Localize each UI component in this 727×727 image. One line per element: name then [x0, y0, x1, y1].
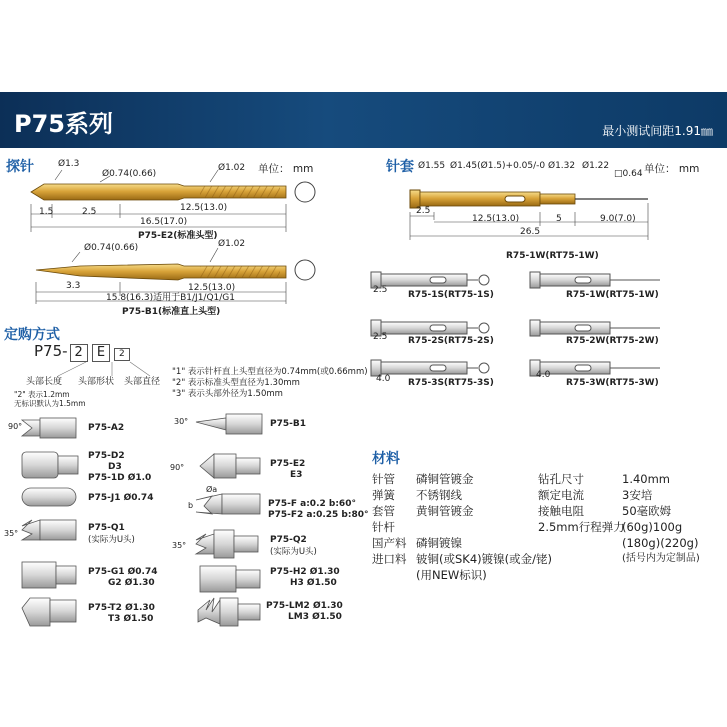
order-prefix: P75- — [34, 342, 68, 360]
order-label-length: 头部长度 — [26, 377, 63, 387]
tip-f-name: P75-F a:0.2 b:60° — [268, 499, 356, 509]
variant-3s-name: R75-3S(RT75-3S) — [408, 378, 494, 388]
tip-f-a: Øa — [206, 485, 218, 494]
b1-d3: Ø1.02 — [218, 239, 246, 249]
spec-v-4: (180g)(220g) — [622, 536, 699, 550]
tip-e2-angle: 90° — [170, 463, 185, 472]
mat-k-1: 弹簧 — [372, 488, 395, 502]
spec-v-2: 50毫欧姆 — [622, 504, 672, 518]
tip-q1-angle: 35° — [4, 529, 19, 538]
e2-name: P75-E2(标准头型) — [138, 231, 218, 241]
socket-d3: Ø1.32 — [548, 161, 576, 171]
tip-1d-name: P75-1D Ø1.0 — [88, 473, 152, 483]
mat-k-3: 针杆 — [372, 520, 395, 534]
tip-f2-name: P75-F2 a:0.25 b:80° — [268, 510, 369, 520]
tip-a2-angle: 90° — [8, 422, 23, 431]
tip-h2-name: P75-H2 Ø1.30 — [270, 567, 340, 577]
variant-1-dim: 2.5 — [373, 285, 388, 295]
e2-l2: 2.5 — [82, 207, 97, 217]
b1-l3: 12.5(13.0) — [188, 283, 236, 293]
order-note-2: "2" 表示标准头型直径为1.30mm — [172, 378, 300, 388]
spec-v-0: 1.40mm — [622, 472, 671, 486]
order-code — [34, 344, 132, 362]
mat-v-6: (用NEW标识) — [416, 568, 487, 582]
order-length-note: "2" 表示1.2mm 无标识默认为1.5mm — [14, 390, 86, 408]
socket-l3: 5 — [556, 214, 562, 224]
tip-lm2-name: P75-LM2 Ø1.30 — [266, 601, 343, 611]
variant-1w-name: R75-1W(RT75-1W) — [566, 290, 659, 300]
order-box-length: 2 — [70, 344, 88, 362]
variant-3w-name: R75-3W(RT75-3W) — [566, 378, 659, 388]
mat-v-0: 磷铜管镀金 — [416, 472, 474, 486]
order-box-diameter: 2 — [114, 348, 130, 361]
tip-e2-name: P75-E2 — [270, 459, 306, 469]
socket-variants-drawing — [371, 272, 660, 376]
tip-lm3-name: LM3 Ø1.50 — [288, 612, 342, 622]
tip-j1-name: P75-J1 Ø0.74 — [88, 493, 154, 503]
tip-a2-name: P75-A2 — [88, 423, 125, 433]
order-heading: 定购方式 — [4, 327, 60, 343]
spec-k-2: 接触电阻 — [538, 504, 584, 518]
tip-d3-name: D3 — [108, 462, 122, 472]
socket-l1: 2.5 — [416, 206, 431, 216]
variant-2-dim: 2.5 — [373, 332, 388, 342]
mat-v-4: 磷铜镀镍 — [416, 536, 462, 550]
order-note-3: "3" 表示头部外径为1.50mm — [172, 389, 283, 399]
variant-1s-name: R75-1S(RT75-1S) — [408, 290, 494, 300]
socket-d5: □0.64 — [614, 169, 643, 179]
spec-v-3: (60g)100g — [622, 520, 683, 534]
e2-l4: 16.5(17.0) — [140, 217, 188, 227]
b1-l4: 15.8(16.3)适用于B1/J1/Q1/G1 — [106, 293, 235, 303]
tip-g1-name: P75-G1 Ø0.74 — [88, 567, 158, 577]
tip-q2-note: (实际为U头) — [270, 547, 317, 557]
mat-k-2: 套管 — [372, 504, 395, 518]
tip-shapes-left — [22, 418, 78, 626]
tip-b1-name: P75-B1 — [270, 419, 306, 429]
tip-b1-angle: 30° — [174, 417, 189, 426]
tip-d2-name: P75-D2 — [88, 451, 125, 461]
e2-d3: Ø1.02 — [218, 163, 246, 173]
materials-heading: 材料 — [372, 451, 400, 467]
spec-k-0: 钻孔尺寸 — [538, 472, 584, 486]
min-pitch-note: 最小测试间距1.91㎜ — [602, 124, 713, 138]
tip-t2-name: P75-T2 Ø1.30 — [88, 603, 155, 613]
b1-name: P75-B1(标准直上头型) — [122, 307, 221, 317]
variant-3w-dim: 4.0 — [536, 370, 551, 380]
tip-t3-name: T3 Ø1.50 — [108, 614, 154, 624]
order-label-shape: 头部形状 — [78, 377, 115, 387]
variant-2s-name: R75-2S(RT75-2S) — [408, 336, 494, 346]
tip-q1-name: P75-Q1 — [88, 523, 125, 533]
mat-v-5: 铍铜(或SK4)镀镍(或金/铑) — [416, 552, 552, 566]
order-box-shape: E — [92, 344, 110, 362]
mat-k-5: 进口料 — [372, 552, 407, 566]
socket-main-name: R75-1W(RT75-1W) — [506, 251, 599, 261]
socket-heading: 针套 — [386, 159, 414, 175]
probe-heading: 探针 — [6, 159, 34, 175]
mat-v-2: 黄铜管镀金 — [416, 504, 474, 518]
tip-q1-note: (实际为U头) — [88, 535, 135, 545]
e2-l3: 12.5(13.0) — [180, 203, 228, 213]
order-label-diameter: 头部直径 — [124, 377, 161, 387]
socket-l4: 9.0(7.0) — [600, 214, 636, 224]
variant-2w-name: R75-2W(RT75-2W) — [566, 336, 659, 346]
probe-unit: 单位： mm — [258, 163, 314, 175]
socket-d2: Ø1.45(Ø1.5)+0.05/-0 — [450, 161, 546, 171]
spec-v-5: (括号内为定制品) — [622, 553, 700, 564]
socket-l5: 26.5 — [520, 227, 541, 237]
e2-d2: Ø0.74(0.66) — [102, 169, 157, 179]
tip-g2-name: G2 Ø1.30 — [108, 578, 155, 588]
spec-k-1: 额定电流 — [538, 488, 584, 502]
spec-v-1: 3安培 — [622, 488, 653, 502]
b1-d2: Ø0.74(0.66) — [84, 243, 139, 253]
tip-e3-name: E3 — [290, 470, 303, 480]
spec-k-3: 2.5mm行程弹力 — [538, 520, 625, 534]
socket-d4: Ø1.22 — [582, 161, 610, 171]
tip-f-b: b — [188, 501, 194, 510]
e2-d1: Ø1.3 — [58, 159, 80, 169]
mat-k-4: 国产料 — [372, 536, 407, 550]
tip-h3-name: H3 Ø1.50 — [290, 578, 337, 588]
variant-3-dim: 4.0 — [376, 374, 391, 384]
socket-unit: 单位： mm — [644, 163, 700, 175]
mat-v-1: 不锈钢线 — [416, 488, 462, 502]
e2-l1: 1.5 — [39, 207, 54, 217]
order-note-1: "1" 表示针杆直上头型直径为0.74mm(或0.66mm) — [172, 367, 368, 377]
socket-l2: 12.5(13.0) — [472, 214, 520, 224]
page-title: P75系列 — [14, 110, 113, 138]
tip-shapes-right — [196, 414, 262, 626]
b1-l1: 3.3 — [66, 281, 81, 291]
mat-k-0: 针管 — [372, 472, 395, 486]
socket-d1: Ø1.55 — [418, 161, 446, 171]
tip-q2-name: P75-Q2 — [270, 535, 307, 545]
tip-q2-angle: 35° — [172, 541, 187, 550]
